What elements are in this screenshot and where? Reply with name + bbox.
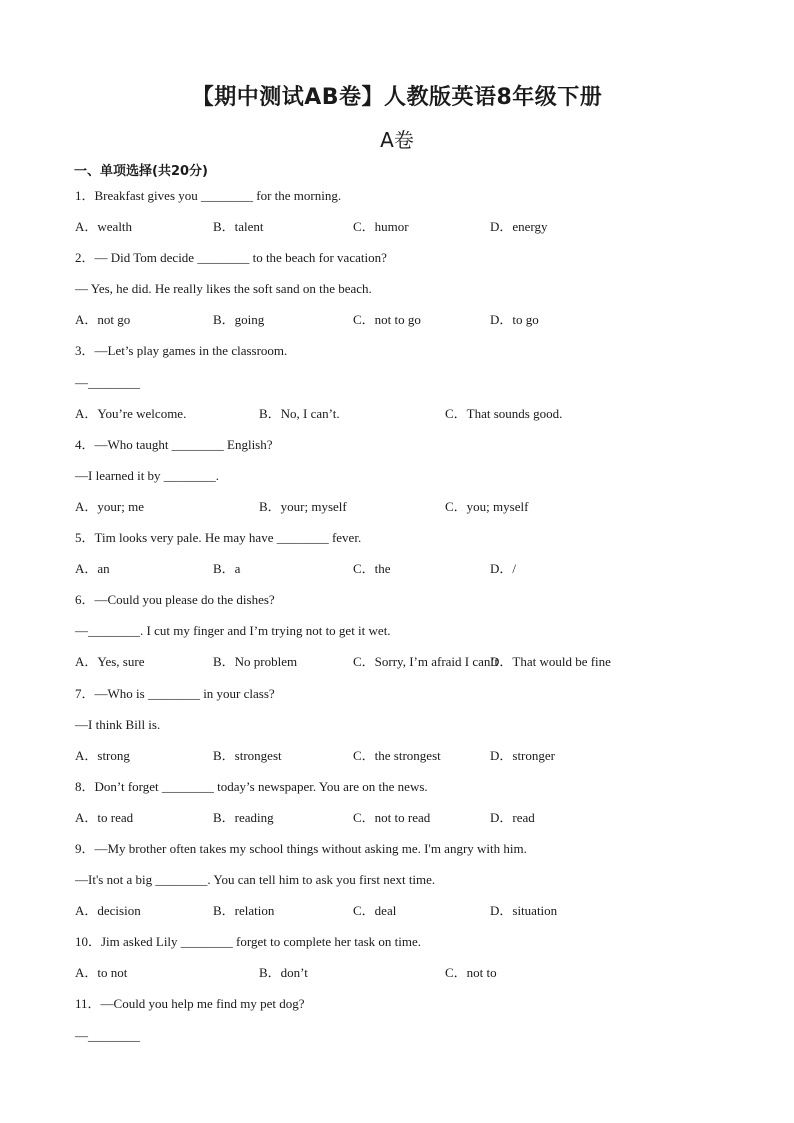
question-text: 3．—Let’s play games in the classroom. <box>75 343 288 359</box>
answer-option: C．humor <box>353 219 409 235</box>
question-list <box>75 180 735 1051</box>
question-text: — Yes, he did. He really likes the soft sand on the beach. <box>75 281 372 297</box>
question-text: 6．—Could you please do the dishes? <box>75 592 275 608</box>
question-text: —I think Bill is. <box>75 716 161 732</box>
answer-option: D．That would be fine <box>490 654 611 670</box>
answer-option: B．going <box>213 312 265 328</box>
answer-options <box>75 398 735 429</box>
page-subtitle: A卷 <box>380 128 414 152</box>
question-text: 7．—Who is ________ in your class? <box>75 685 275 701</box>
answer-option: A．strong <box>75 747 130 763</box>
answer-option: D．situation <box>490 903 558 919</box>
question-text: 5．Tim looks very pale. He may have ________ fever. <box>75 530 362 546</box>
answer-option: B．No, I can’t. <box>259 405 340 421</box>
answer-options <box>75 304 735 335</box>
answer-option: C．not to go <box>353 312 421 328</box>
question-text: 1．Breakfast gives you ________ for the morning. <box>75 188 342 203</box>
answer-option: D．/ <box>490 561 517 577</box>
answer-option: C．not to <box>445 965 497 981</box>
answer-option: C．not to read <box>353 809 431 825</box>
answer-option: B．No problem <box>213 654 298 670</box>
answer-option: C．That sounds good. <box>445 405 563 421</box>
answer-options <box>75 646 735 677</box>
section-heading: 一、单项选择(共20分) <box>74 164 208 179</box>
answer-option: D．to go <box>490 312 539 328</box>
question-text: 9．—My brother often takes my school things without asking me. I'm angry with him. <box>75 840 527 856</box>
answer-option: A．your; me <box>75 498 144 514</box>
question-text: —It's not a big ________. You can tell him to ask you first next time. <box>75 872 436 888</box>
answer-option: B．your; myself <box>259 498 347 514</box>
question-text: 4．—Who taught ________ English? <box>75 436 273 452</box>
answer-option: C．the <box>353 561 391 577</box>
answer-option: A．Yes, sure <box>75 654 145 670</box>
answer-options <box>75 491 735 522</box>
answer-option: C．deal <box>353 903 397 919</box>
question-text: 10．Jim asked Lily ________ forget to complete her task on time. <box>75 934 422 950</box>
answer-option: A．You’re welcome. <box>75 405 187 421</box>
answer-option: A．decision <box>75 903 141 919</box>
answer-option: B．relation <box>213 903 275 919</box>
answer-options <box>75 802 735 833</box>
answer-option: A．to not <box>75 965 128 981</box>
question-text: —________. I cut my finger and I’m trying not to get it wet. <box>75 623 391 639</box>
answer-option: D．energy <box>490 219 548 235</box>
question-text: —I learned it by ________. <box>75 467 220 483</box>
answer-options <box>75 553 735 584</box>
answer-option: A．to read <box>75 809 134 825</box>
answer-option: D．read <box>490 809 535 825</box>
answer-option: B．a <box>213 561 241 577</box>
answer-option: A．wealth <box>75 219 133 235</box>
answer-options <box>75 957 735 988</box>
answer-option: D．stronger <box>490 747 555 763</box>
answer-option: A．an <box>75 561 110 577</box>
question-text: 11．—Could you help me find my pet dog? <box>75 996 305 1012</box>
question-text: —________ <box>75 1027 140 1043</box>
answer-option: B．talent <box>213 219 264 235</box>
answer-option: C．you; myself <box>445 498 529 514</box>
answer-options <box>75 740 735 771</box>
page-title: 【期中测试AB卷】人教版英语8年级下册 <box>191 85 603 110</box>
question-text: 8．Don’t forget ________ today’s newspaper. You are on the news. <box>75 778 428 794</box>
answer-option: C．Sorry, I’m afraid I can’t <box>353 654 499 670</box>
question-text: —________ <box>75 374 140 390</box>
question-text: 2．— Did Tom decide ________ to the beach for vacation? <box>75 250 387 266</box>
answer-option: C．the strongest <box>353 747 441 763</box>
answer-options <box>75 211 735 242</box>
answer-option: B．strongest <box>213 747 282 763</box>
answer-option: A．not go <box>75 312 131 328</box>
answer-option: B．reading <box>213 809 274 825</box>
answer-options <box>75 895 735 926</box>
answer-option: B．don’t <box>259 965 308 981</box>
